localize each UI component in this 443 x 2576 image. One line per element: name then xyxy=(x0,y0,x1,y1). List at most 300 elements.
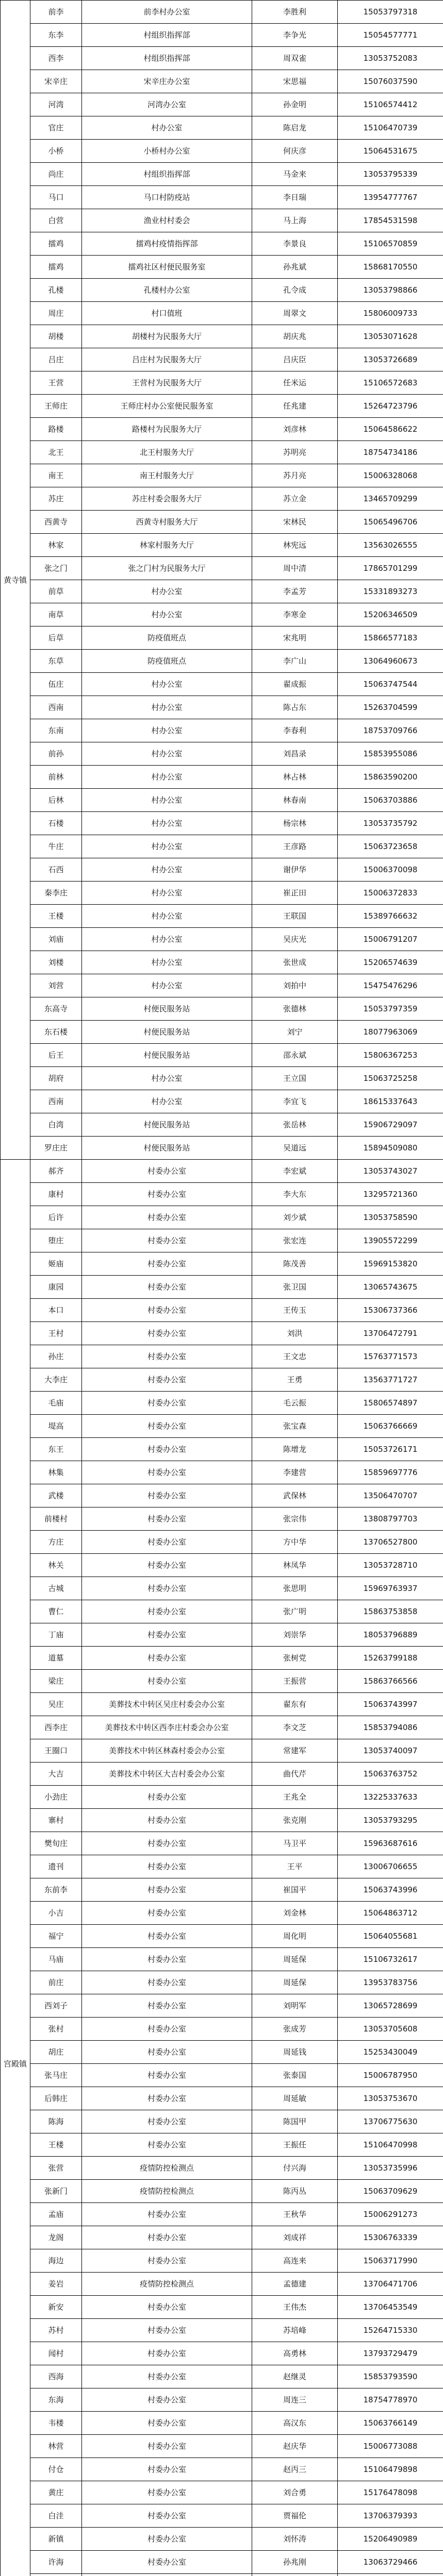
contact-person-cell: 崔正田 xyxy=(252,882,338,905)
phone-cell: 13053728710 xyxy=(338,1554,443,1577)
contact-person-cell: 陈占东 xyxy=(252,696,338,719)
location-cell: 村委办公室 xyxy=(82,1276,252,1299)
phone-cell: 13706472791 xyxy=(338,1322,443,1345)
table-row xyxy=(1,47,443,70)
contact-person-cell: 张宗伟 xyxy=(252,1507,338,1531)
contact-person-cell: 孟德建 xyxy=(252,2273,338,2296)
table-row xyxy=(1,371,443,395)
table-row xyxy=(1,1531,443,1554)
table-row xyxy=(1,2481,443,2504)
phone-cell: 15006787950 xyxy=(338,2064,443,2087)
table-row xyxy=(1,673,443,696)
location-cell: 村委办公室 xyxy=(82,1484,252,1507)
phone-cell: 15106479898 xyxy=(338,2458,443,2481)
table-row xyxy=(1,2203,443,2226)
village-cell: 后韩庄 xyxy=(30,2087,82,2110)
phone-cell: 15969153820 xyxy=(338,1252,443,1276)
table-row xyxy=(1,2273,443,2296)
phone-cell: 13006706655 xyxy=(338,1855,443,1878)
phone-cell: 15063747544 xyxy=(338,673,443,696)
contact-person-cell: 崔国平 xyxy=(252,1878,338,1902)
contact-person-cell: 邵永斌 xyxy=(252,1044,338,1067)
location-cell: 村便民服务站 xyxy=(82,997,252,1021)
table-row xyxy=(1,1252,443,1276)
phone-cell: 15306763339 xyxy=(338,2226,443,2249)
location-cell: 村办公室 xyxy=(82,905,252,928)
location-cell: 张之门村为民服务大厅 xyxy=(82,557,252,580)
village-cell: 南草 xyxy=(30,603,82,626)
table-row xyxy=(1,1368,443,1392)
phone-cell: 15859697776 xyxy=(338,1461,443,1484)
village-cell: 秦李庄 xyxy=(30,882,82,905)
contact-person-cell: 刘拍中 xyxy=(252,974,338,997)
village-cell: 张营 xyxy=(30,2157,82,2180)
phone-cell: 15868170550 xyxy=(338,256,443,279)
phone-cell: 15389766632 xyxy=(338,905,443,928)
table-row xyxy=(1,1902,443,1925)
phone-cell: 15264715330 xyxy=(338,2319,443,2342)
village-cell: 擂鸡 xyxy=(30,232,82,256)
phone-cell: 13706379393 xyxy=(338,2504,443,2528)
contact-person-cell: 周延钱 xyxy=(252,2041,338,2064)
village-cell: 宋辛庄 xyxy=(30,70,82,93)
contact-person-cell: 王勇 xyxy=(252,1368,338,1392)
location-cell: 渔业村村委会 xyxy=(82,209,252,232)
phone-cell: 15206490989 xyxy=(338,2528,443,2551)
table-row xyxy=(1,487,443,511)
village-cell: 毛庙 xyxy=(30,1392,82,1415)
village-cell: 大吉 xyxy=(30,1762,82,1786)
phone-cell: 15806574897 xyxy=(338,1392,443,1415)
location-cell: 村办公室 xyxy=(82,974,252,997)
table-row xyxy=(1,279,443,302)
village-cell: 韦楼 xyxy=(30,2412,82,2435)
contact-person-cell: 宋林民 xyxy=(252,511,338,534)
phone-cell: 13053705608 xyxy=(338,2018,443,2041)
contact-person-cell: 孔令成 xyxy=(252,279,338,302)
contact-person-cell: 刘合勇 xyxy=(252,2481,338,2504)
phone-cell: 15053797318 xyxy=(338,1,443,24)
table-row xyxy=(1,1113,443,1137)
contact-person-cell: 方中华 xyxy=(252,1531,338,1554)
table-row xyxy=(1,418,443,441)
table-row xyxy=(1,325,443,348)
village-cell: 西李庄 xyxy=(30,1716,82,1739)
table-row xyxy=(1,2342,443,2365)
location-cell: 村办公室 xyxy=(82,580,252,603)
table-row xyxy=(1,348,443,371)
location-cell: 村组织指挥部 xyxy=(82,163,252,186)
village-cell: 福宁 xyxy=(30,1925,82,1948)
location-cell: 美葬技术中转区吴庄村委会办公室 xyxy=(82,1693,252,1716)
village-cell: 康园 xyxy=(30,1276,82,1299)
location-cell: 村委办公室 xyxy=(82,1229,252,1252)
phone-cell: 15969763937 xyxy=(338,1577,443,1600)
location-cell: 村办公室 xyxy=(82,812,252,835)
table-row xyxy=(1,812,443,835)
contact-person-cell: 宋兆明 xyxy=(252,626,338,650)
village-cell: 胡府 xyxy=(30,1067,82,1090)
village-cell: 胡楼 xyxy=(30,325,82,348)
table-row xyxy=(1,163,443,186)
location-cell: 吕庄村为民服务大厅 xyxy=(82,348,252,371)
contact-person-cell: 王彦路 xyxy=(252,835,338,858)
contact-person-cell: 刘明军 xyxy=(252,1994,338,2018)
contact-person-cell: 李宜飞 xyxy=(252,1090,338,1113)
phone-cell: 13053743027 xyxy=(338,1160,443,1183)
village-cell: 刘庙 xyxy=(30,928,82,951)
contact-person-cell: 张世成 xyxy=(252,951,338,974)
table-row xyxy=(1,1438,443,1461)
contact-person-cell: 张宏连 xyxy=(252,1229,338,1252)
table-row xyxy=(1,835,443,858)
table-row xyxy=(1,650,443,673)
contact-person-cell: 谢伊华 xyxy=(252,858,338,882)
contact-person-cell: 吴道远 xyxy=(252,1137,338,1160)
village-cell: 前李 xyxy=(30,1,82,24)
village-cell: 马口 xyxy=(30,186,82,209)
village-cell: 西李 xyxy=(30,47,82,70)
village-cell: 前林 xyxy=(30,766,82,789)
village-cell: 古城 xyxy=(30,1577,82,1600)
contact-person-cell: 李孟芳 xyxy=(252,580,338,603)
phone-cell: 17854531598 xyxy=(338,209,443,232)
table-row xyxy=(1,1786,443,1809)
location-cell: 村便民服务站 xyxy=(82,1044,252,1067)
phone-cell: 15063709629 xyxy=(338,2180,443,2203)
table-row xyxy=(1,70,443,93)
village-cell: 前庄 xyxy=(30,1971,82,1994)
table-row xyxy=(1,1322,443,1345)
phone-cell: 15053797359 xyxy=(338,997,443,1021)
location-cell: 村委办公室 xyxy=(82,1786,252,1809)
contact-person-cell: 刘怀涛 xyxy=(252,2528,338,2551)
phone-cell: 15853955086 xyxy=(338,742,443,766)
contact-person-cell: 李建营 xyxy=(252,1461,338,1484)
contact-person-cell: 周双雀 xyxy=(252,47,338,70)
contact-person-cell: 陈丙丛 xyxy=(252,2180,338,2203)
village-cell: 方庄 xyxy=(30,1531,82,1554)
location-cell: 村委办公室 xyxy=(82,1415,252,1438)
village-cell: 小劲庄 xyxy=(30,1786,82,1809)
table-row xyxy=(1,1554,443,1577)
village-cell: 东草 xyxy=(30,650,82,673)
table-row xyxy=(1,2133,443,2157)
phone-cell: 13706527800 xyxy=(338,1531,443,1554)
phone-cell: 15206346509 xyxy=(338,603,443,626)
location-cell: 村委办公室 xyxy=(82,2458,252,2481)
contact-person-cell: 吕庆臣 xyxy=(252,348,338,371)
phone-cell: 13295721360 xyxy=(338,1183,443,1206)
location-cell: 美葬技术中转区林森村委会办公室 xyxy=(82,1739,252,1762)
phone-cell: 17865701299 xyxy=(338,557,443,580)
village-cell: 北王 xyxy=(30,441,82,464)
location-cell: 村委办公室 xyxy=(82,1809,252,1832)
contact-person-cell: 刘彦林 xyxy=(252,418,338,441)
phone-cell: 15076037590 xyxy=(338,70,443,93)
table-row xyxy=(1,1415,443,1438)
phone-cell: 15054577771 xyxy=(338,24,443,47)
location-cell: 村委办公室 xyxy=(82,1554,252,1577)
location-cell: 村委办公室 xyxy=(82,1183,252,1206)
table-row xyxy=(1,974,443,997)
location-cell xyxy=(82,2574,252,2576)
phone-cell: 15963687616 xyxy=(338,1832,443,1855)
location-cell: 村委办公室 xyxy=(82,1971,252,1994)
phone-cell: 15806009733 xyxy=(338,302,443,325)
contact-person-cell: 刘宁 xyxy=(252,1021,338,1044)
village-cell: 孟庙 xyxy=(30,2203,82,2226)
location-cell: 村委办公室 xyxy=(82,1948,252,1971)
table-row xyxy=(1,928,443,951)
phone-cell: 15894509080 xyxy=(338,1137,443,1160)
table-row xyxy=(1,232,443,256)
location-cell: 村办公室 xyxy=(82,766,252,789)
phone-cell: 15006370098 xyxy=(338,858,443,882)
location-cell: 河湾办公室 xyxy=(82,93,252,116)
contact-person-cell: 李春利 xyxy=(252,719,338,742)
village-cell: 伍庄 xyxy=(30,673,82,696)
contact-person-cell: 李宏斌 xyxy=(252,1160,338,1183)
table-row xyxy=(1,1392,443,1415)
village-cell: 马庙 xyxy=(30,1948,82,1971)
phone-cell: 15065496706 xyxy=(338,511,443,534)
contact-person-cell: 张思明 xyxy=(252,1577,338,1600)
contact-person-cell: 王传玉 xyxy=(252,1299,338,1322)
village-cell: 东南 xyxy=(30,719,82,742)
location-cell: 王营村为民服务大厅 xyxy=(82,371,252,395)
location-cell: 村办公室 xyxy=(82,1067,252,1090)
village-cell: 郝齐 xyxy=(30,1160,82,1183)
table-row xyxy=(1,557,443,580)
location-cell: 村委办公室 xyxy=(82,1647,252,1670)
village-cell: 闻村 xyxy=(30,2342,82,2365)
table-row xyxy=(1,1925,443,1948)
location-cell: 防疫值班点 xyxy=(82,650,252,673)
contact-person-cell: 林凤华 xyxy=(252,1554,338,1577)
contact-person-cell: 陈国甲 xyxy=(252,2110,338,2133)
contact-person-cell: 李胜利 xyxy=(252,1,338,24)
location-cell: 村委办公室 xyxy=(82,1531,252,1554)
table-row xyxy=(1,464,443,487)
contact-person-cell: 张泰国 xyxy=(252,2064,338,2087)
table-row xyxy=(1,2064,443,2087)
contact-person-cell: 李日瑞 xyxy=(252,186,338,209)
location-cell: 美葬技术中转区大吉村委会办公室 xyxy=(82,1762,252,1786)
location-cell: 北王村服务大厅 xyxy=(82,441,252,464)
phone-cell: 13706471706 xyxy=(338,2273,443,2296)
village-cell: 堕庄 xyxy=(30,1229,82,1252)
table-row xyxy=(1,441,443,464)
location-cell: 村办公室 xyxy=(82,789,252,812)
town-cell: 黄寺镇 xyxy=(1,1,30,1160)
phone-cell: 15063743996 xyxy=(338,1878,443,1902)
table-row xyxy=(1,696,443,719)
contact-person-cell: 赵丙三 xyxy=(252,2458,338,2481)
location-cell: 宋辛庄办公室 xyxy=(82,70,252,93)
village-cell: 东王 xyxy=(30,1438,82,1461)
table-row xyxy=(1,997,443,1021)
contact-person-cell: 张成芳 xyxy=(252,2018,338,2041)
table-row xyxy=(1,603,443,626)
location-cell: 村委办公室 xyxy=(82,2365,252,2388)
village-cell: 吴庄 xyxy=(30,1693,82,1716)
location-cell: 村办公室 xyxy=(82,928,252,951)
contact-person-cell: 林春南 xyxy=(252,789,338,812)
location-cell: 擂鸡村疫情指挥部 xyxy=(82,232,252,256)
village-cell: 西南 xyxy=(30,1090,82,1113)
village-cell: 遗刊 xyxy=(30,1855,82,1878)
contact-person-cell: 李景良 xyxy=(252,232,338,256)
phone-cell: 15063725258 xyxy=(338,1067,443,1090)
location-cell: 村便民服务站 xyxy=(82,1113,252,1137)
contact-person-cell: 张克刚 xyxy=(252,1809,338,1832)
location-cell: 村办公室 xyxy=(82,1090,252,1113)
phone-cell: 15063723658 xyxy=(338,835,443,858)
contact-person-cell: 周翠文 xyxy=(252,302,338,325)
contact-person-cell: 苏立金 xyxy=(252,487,338,511)
location-cell: 小桥村办公室 xyxy=(82,140,252,163)
contact-person-cell: 何庆彦 xyxy=(252,140,338,163)
village-cell: 林家 xyxy=(30,534,82,557)
table-row xyxy=(1,2435,443,2458)
phone-cell: 13808797703 xyxy=(338,1507,443,1531)
location-cell: 美葬技术中转区西李庄村委会办公室 xyxy=(82,1716,252,1739)
contact-table-body xyxy=(1,1,443,2576)
phone-cell: 15863753858 xyxy=(338,1600,443,1623)
location-cell: 村委办公室 xyxy=(82,2388,252,2412)
phone-cell: 13053740097 xyxy=(338,1739,443,1762)
village-cell: 新安 xyxy=(30,2296,82,2319)
location-cell: 村委办公室 xyxy=(82,2226,252,2249)
location-cell: 村委办公室 xyxy=(82,1252,252,1276)
location-cell: 村委办公室 xyxy=(82,1670,252,1693)
table-row xyxy=(1,1183,443,1206)
phone-cell: 15063717990 xyxy=(338,2249,443,2273)
village-cell: 林集 xyxy=(30,1461,82,1484)
contact-person-cell: 翟成振 xyxy=(252,673,338,696)
contact-person-cell: 毛云振 xyxy=(252,1392,338,1415)
village-cell: 张村 xyxy=(30,2018,82,2041)
contact-person-cell: 高连来 xyxy=(252,2249,338,2273)
village-cell: 东李 xyxy=(30,24,82,47)
phone-cell: 15176478098 xyxy=(338,2481,443,2504)
contact-person-cell: 任米运 xyxy=(252,371,338,395)
table-row xyxy=(1,395,443,418)
village-cell: 堤高 xyxy=(30,1415,82,1438)
phone-cell: 13954777767 xyxy=(338,186,443,209)
phone-cell: 15253430049 xyxy=(338,2041,443,2064)
table-row xyxy=(1,2157,443,2180)
table-row xyxy=(1,882,443,905)
phone-cell: 15053726171 xyxy=(338,1438,443,1461)
table-row xyxy=(1,140,443,163)
contact-person-cell: 刘少斌 xyxy=(252,1206,338,1229)
phone-cell: 13053726689 xyxy=(338,348,443,371)
table-row xyxy=(1,534,443,557)
table-row xyxy=(1,1276,443,1299)
village-cell: 苏庄 xyxy=(30,487,82,511)
contact-person-cell: 张宝森 xyxy=(252,1415,338,1438)
location-cell: 村委办公室 xyxy=(82,1392,252,1415)
phone-cell: 13563771727 xyxy=(338,1368,443,1392)
village-cell: 前楼村 xyxy=(30,1507,82,1531)
table-row xyxy=(1,2296,443,2319)
village-cell: 王楼 xyxy=(30,2133,82,2157)
phone-cell: 15263704599 xyxy=(338,696,443,719)
village-cell: 陈海 xyxy=(30,2110,82,2133)
table-row xyxy=(1,1693,443,1716)
phone-cell xyxy=(338,2574,443,2576)
location-cell: 疫情防控检测点 xyxy=(82,2157,252,2180)
village-cell: 黄庄 xyxy=(30,2481,82,2504)
contact-person-cell: 周延敏 xyxy=(252,2087,338,2110)
contact-person-cell: 吴庆光 xyxy=(252,928,338,951)
contact-person-cell: 李大东 xyxy=(252,1183,338,1206)
village-cell: 前孙 xyxy=(30,742,82,766)
location-cell: 村组织指挥部 xyxy=(82,47,252,70)
table-row xyxy=(1,1,443,24)
phone-cell: 15063766669 xyxy=(338,1415,443,1438)
location-cell: 村委办公室 xyxy=(82,2018,252,2041)
village-cell: 付仓 xyxy=(30,2458,82,2481)
village-cell: 擂鸡 xyxy=(30,256,82,279)
contact-person-cell: 李寒金 xyxy=(252,603,338,626)
village-cell: 东高寺 xyxy=(30,997,82,1021)
phone-cell: 15863590200 xyxy=(338,766,443,789)
phone-cell: 13053752083 xyxy=(338,47,443,70)
contact-person-cell: 林占林 xyxy=(252,766,338,789)
contact-person-cell: 任兆建 xyxy=(252,395,338,418)
location-cell: 村办公室 xyxy=(82,882,252,905)
table-row xyxy=(1,2018,443,2041)
table-row xyxy=(1,1948,443,1971)
village-cell: 本口 xyxy=(30,1299,82,1322)
location-cell: 疫情防控检测点 xyxy=(82,2180,252,2203)
table-row xyxy=(1,1044,443,1067)
village-cell: 路楼 xyxy=(30,418,82,441)
phone-cell: 18077963069 xyxy=(338,1021,443,1044)
location-cell: 村委办公室 xyxy=(82,2342,252,2365)
village-cell: 海边 xyxy=(30,2249,82,2273)
location-cell: 林家村服务大厅 xyxy=(82,534,252,557)
contact-person-cell: 张岳林 xyxy=(252,1113,338,1137)
phone-cell: 13053795339 xyxy=(338,163,443,186)
phone-cell: 13064960673 xyxy=(338,650,443,673)
table-row xyxy=(1,2504,443,2528)
contact-person-cell: 王兆全 xyxy=(252,1786,338,1809)
village-cell: 刘营 xyxy=(30,974,82,997)
table-row xyxy=(1,719,443,742)
phone-cell: 15853794086 xyxy=(338,1716,443,1739)
table-row xyxy=(1,1809,443,1832)
village-cell: 姬庙 xyxy=(30,1252,82,1276)
village-cell: 南王 xyxy=(30,464,82,487)
location-cell: 村委办公室 xyxy=(82,1160,252,1183)
phone-cell: 13053735792 xyxy=(338,812,443,835)
table-row xyxy=(1,789,443,812)
village-cell: 东石楼 xyxy=(30,1021,82,1044)
location-cell: 村办公室 xyxy=(82,742,252,766)
location-cell: 村便民服务站 xyxy=(82,1021,252,1044)
table-row xyxy=(1,1855,443,1878)
location-cell: 村委办公室 xyxy=(82,2504,252,2528)
phone-cell: 15063766149 xyxy=(338,2412,443,2435)
table-row xyxy=(1,2528,443,2551)
table-row xyxy=(1,858,443,882)
location-cell: 村办公室 xyxy=(82,116,252,140)
contact-person-cell: 翟东有 xyxy=(252,1693,338,1716)
